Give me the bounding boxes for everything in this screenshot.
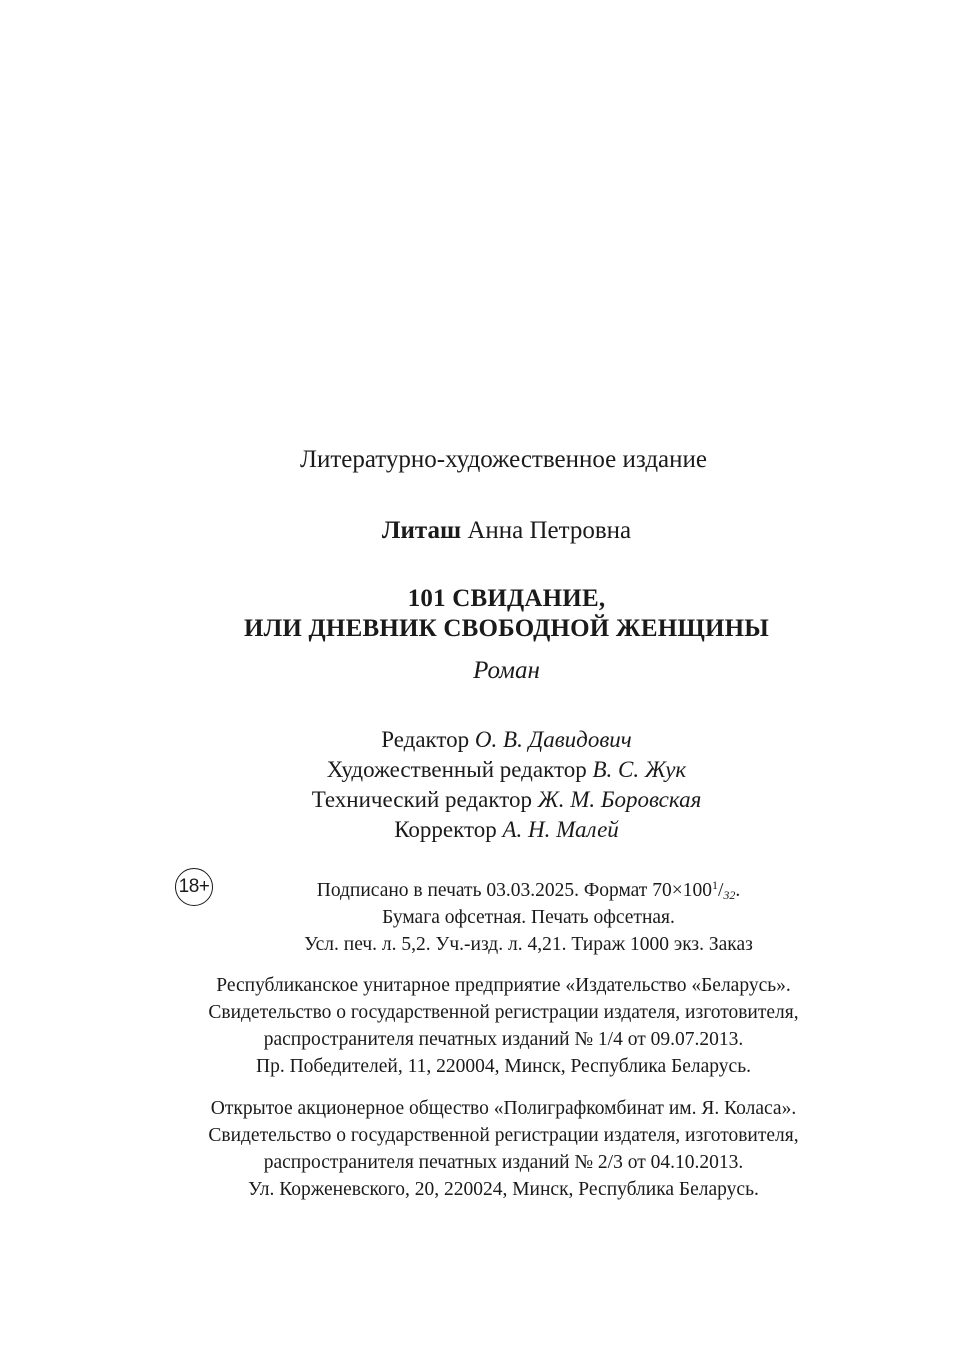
edition-type: Литературно-художественное издание: [300, 446, 707, 473]
staff-name: О. В. Давидович: [474, 727, 632, 752]
genre: Роман: [473, 657, 540, 684]
printer-line: Ул. Корженевского, 20, 220024, Минск, Республика Беларусь.: [248, 1179, 759, 1200]
book-title-line-1: 101 СВИДАНИЕ,: [407, 585, 606, 612]
staff-name: В. С. Жук: [592, 757, 687, 782]
publisher-line: Свидетельство о государственной регистрации издателя, изготовителя,: [208, 1002, 799, 1023]
print-info-line-2: Бумага офсетная. Печать офсетная.: [382, 907, 675, 928]
staff-role: Корректор: [394, 817, 497, 842]
print-info-line-1: [40, 880, 977, 902]
staff-proofreader: [18, 817, 977, 843]
format-numerator: 1: [711, 878, 718, 892]
staff-technical-editor: [18, 787, 977, 813]
publisher-line: Пр. Победителей, 11, 220004, Минск, Республика Беларусь.: [256, 1056, 751, 1077]
print-info-line-3: Усл. печ. л. 5,2. Уч.-изд. л. 4,21. Тираж 1000 экз. Заказ: [304, 934, 753, 955]
print-signed-format: Подписано в печать 03.03.2025. Формат 70×100: [316, 880, 712, 901]
publisher-line: Республиканское унитарное предприятие «Издательство «Беларусь».: [216, 975, 791, 996]
staff-role: Технический редактор: [311, 787, 532, 812]
author-given-names: Анна Петровна: [467, 517, 632, 544]
staff-art-editor: [18, 757, 977, 783]
format-denominator: 32: [723, 888, 736, 902]
staff-role: Редактор: [381, 727, 470, 752]
printer-line: распространителя печатных изданий № 2/3 от 04.10.2013.: [263, 1152, 744, 1173]
staff-editor: [18, 727, 977, 753]
format-slash: /: [717, 880, 724, 901]
age-rating-badge: 18+: [175, 868, 213, 906]
printer-line: Открытое акционерное общество «Полиграфкомбинат им. Я. Коласа».: [210, 1098, 797, 1119]
printer-line: Свидетельство о государственной регистрации издателя, изготовителя,: [208, 1125, 799, 1146]
publisher-line: распространителя печатных изданий № 1/4 от 09.07.2013.: [263, 1029, 744, 1050]
staff-name: Ж. М. Боровская: [537, 787, 702, 812]
staff-role: Художественный редактор: [326, 757, 587, 782]
staff-name: А. Н. Малей: [502, 817, 619, 842]
author-line: [18, 517, 977, 545]
author-surname: Литаш: [381, 517, 462, 544]
format-period: .: [735, 880, 741, 901]
book-title-line-2: ИЛИ ДНЕВНИК СВОБОДНОЙ ЖЕНЩИНЫ: [243, 615, 770, 642]
